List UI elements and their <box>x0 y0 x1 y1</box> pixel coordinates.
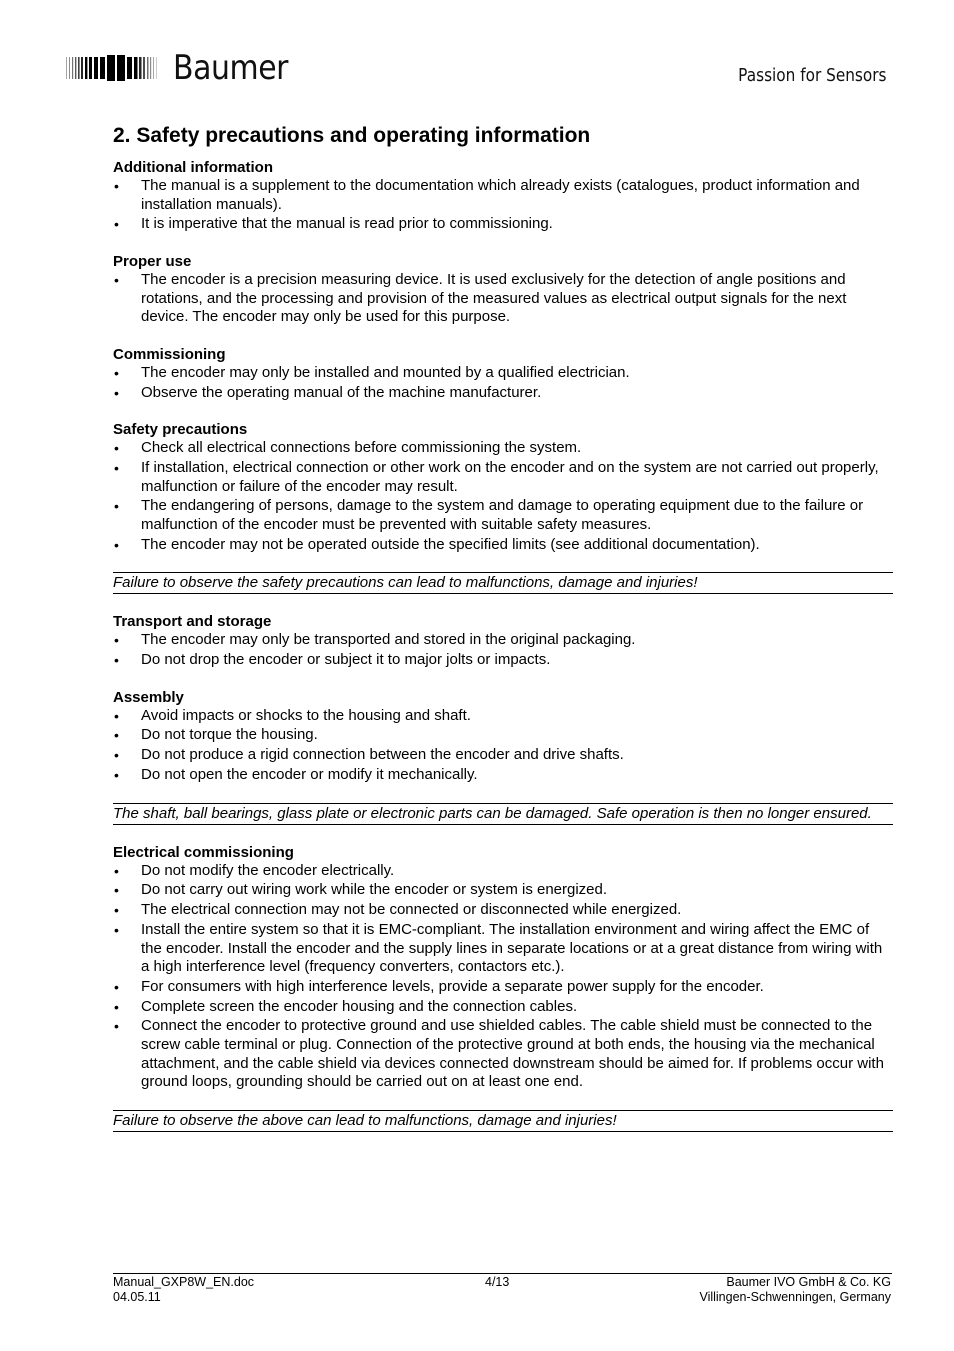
footer-company: Baumer IVO GmbH & Co. KG <box>726 1275 891 1289</box>
footer-filename: Manual_GXP8W_EN.doc <box>113 1275 255 1289</box>
section-block <box>113 843 893 1092</box>
brand-name: Baumer <box>173 48 289 88</box>
bullet-list <box>113 862 893 1092</box>
section-heading: Commissioning <box>113 345 226 363</box>
section-heading: Proper use <box>113 252 192 270</box>
baumer-logo-bars-icon <box>66 53 158 83</box>
list-item: • Do not modify the encoder electrically. <box>113 862 893 881</box>
footer-date: 04.05.11 <box>113 1290 161 1304</box>
bullet-list <box>113 707 893 785</box>
list-item: • The endangering of persons, damage to the system and damage to operating equipment due to the failure or malfunction of the encoder must be prevented with suitable safety measures. <box>113 497 893 534</box>
list-item: • If installation, electrical connection or other work on the encoder and on the system are not carried out properly, malfunction or failure of the encoder may result. <box>113 459 893 496</box>
footer-left <box>113 1275 254 1305</box>
list-item: • The encoder may only be installed and mounted by a qualified electrician. <box>113 364 893 383</box>
section-block <box>113 612 893 669</box>
warning-notice: Failure to observe the above can lead to malfunctions, damage and injuries! <box>113 1110 893 1132</box>
list-item: • For consumers with high interference levels, provide a separate power supply for the encoder. <box>113 978 893 997</box>
section-heading: Transport and storage <box>113 613 272 631</box>
bullet-list <box>113 631 893 669</box>
section-heading: Electrical commissioning <box>113 843 294 861</box>
list-item: • Connect the encoder to protective ground and use shielded cables. The cable shield must be connected to the screw cable terminal or plug. Connection of the protective ground at both ends, the housing via the mechanical attachment, and the cable shield via devices connected downstream should be aimed for. If problems occur with ground loops, grounding should be carried out on at least one end. <box>113 1017 893 1091</box>
list-item: • The electrical connection may not be connected or disconnected while energized. <box>113 901 893 920</box>
footer-page-number: 4/13 <box>485 1275 510 1289</box>
page-header <box>0 0 954 100</box>
section-block <box>113 252 893 327</box>
page-title: 2. Safety precautions and operating information <box>113 124 591 147</box>
section-heading: Assembly <box>113 688 184 706</box>
list-item: • The manual is a supplement to the documentation which already exists (catalogues, product information and installation manuals). <box>113 177 893 214</box>
list-item: • Do not open the encoder or modify it mechanically. <box>113 766 893 785</box>
page-footer <box>113 1273 892 1304</box>
bullet-list <box>113 177 893 234</box>
bullet-list <box>113 271 893 327</box>
section-block <box>113 688 893 785</box>
bullet-list <box>113 439 893 554</box>
list-item: • The encoder may not be operated outside the specified limits (see additional documentation). <box>113 536 893 555</box>
warning-notice: The shaft, ball bearings, glass plate or electronic parts can be damaged. Safe operation is then no longer ensured. <box>113 803 893 825</box>
footer-right <box>699 1275 891 1305</box>
section-heading: Additional information <box>113 159 273 176</box>
list-item: • Do not carry out wiring work while the encoder or system is energized. <box>113 881 893 900</box>
list-item: • The encoder may only be transported and stored in the original packaging. <box>113 631 893 650</box>
warning-notice: Failure to observe the safety precautions can lead to malfunctions, damage and injuries! <box>113 572 893 594</box>
list-item: • Observe the operating manual of the machine manufacturer. <box>113 384 893 403</box>
section-block <box>113 420 893 554</box>
list-item: • Check all electrical connections before commissioning the system. <box>113 439 893 458</box>
list-item: • The encoder is a precision measuring device. It is used exclusively for the detection of angle positions and rotations, and the processing and provision of the measured values as electrical output signals for the next device. The encoder may only be used for this purpose. <box>113 271 893 327</box>
section-block <box>113 345 893 402</box>
section-heading: Safety precautions <box>113 421 248 439</box>
list-item: • Do not torque the housing. <box>113 726 893 745</box>
list-item: • Install the entire system so that it is EMC-compliant. The installation environment and wiring affect the EMC of the encoder. Install the encoder and the supply lines in separate locations or at a great distance from wiring with a high interference level (frequency converters, contactors etc.). <box>113 921 893 977</box>
list-item: • Complete screen the encoder housing and the connection cables. <box>113 998 893 1017</box>
page-content <box>113 122 893 1150</box>
section-block <box>113 158 893 234</box>
footer-location: Villingen-Schwenningen, Germany <box>699 1290 891 1304</box>
list-item: • Do not produce a rigid connection between the encoder and drive shafts. <box>113 746 893 765</box>
brand-tagline: Passion for Sensors <box>738 65 887 86</box>
bullet-list <box>113 364 893 402</box>
list-item: • It is imperative that the manual is read prior to commissioning. <box>113 215 893 234</box>
sections-container <box>113 158 893 1132</box>
list-item: • Avoid impacts or shocks to the housing and shaft. <box>113 707 893 726</box>
list-item: • Do not drop the encoder or subject it to major jolts or impacts. <box>113 651 893 670</box>
